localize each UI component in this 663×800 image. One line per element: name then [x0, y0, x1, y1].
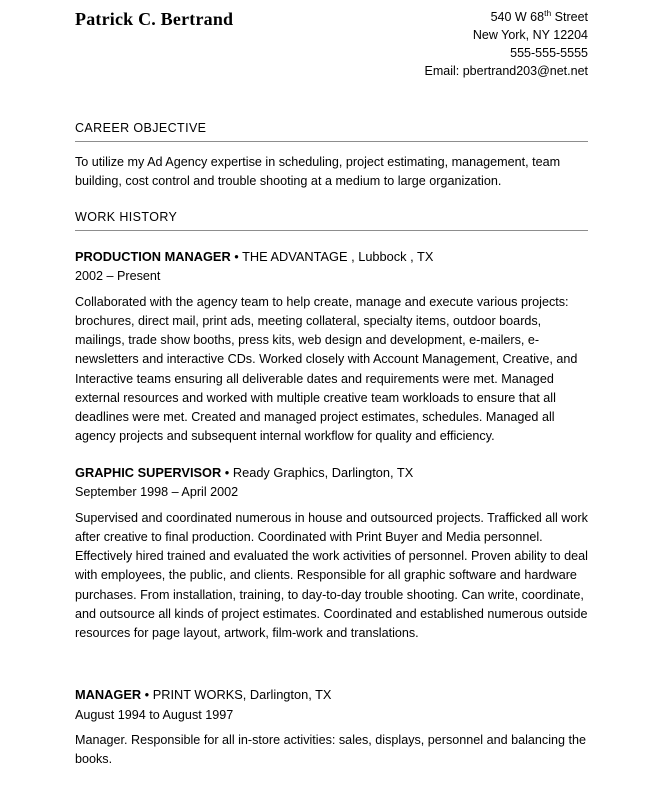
section-work-history: [75, 210, 588, 770]
job-title: [75, 686, 588, 705]
job-entry: [75, 248, 588, 447]
job-role: MANAGER: [75, 687, 142, 703]
objective-text: To utilize my Ad Agency expertise in scheduling, project estimating, management, team building, cost control and trouble shooting at a medium to large organization.: [75, 154, 561, 188]
street-address-ordinal: th: [544, 7, 552, 18]
job-description: Manager. Responsible for all in-store activities: sales, displays, personnel and balancing the books.: [75, 733, 587, 767]
job-role: GRAPHIC SUPERVISOR: [75, 464, 222, 480]
document-header: [0, 0, 663, 81]
divider: [75, 141, 588, 142]
contact-block: [425, 8, 588, 81]
job-description: Collaborated with the agency team to help create, manage and execute various projects: brochures, direct mail, print ads, meeting collateral, specialty items, outdoor boards, mailings, trade show booths, press kits, web design and development, e-mailers, e-newsletters and interactive CDs. Worked closely with Account Management, Creative, and Interactive teams ensuring all deliverable dates and requirements were met. Managed external resources and worked with multiple creative team workloads to ensure that all deadlines were met. Created and managed project estimates, schedules. Managed all agency projects and subsequent internal workflow for quality and efficiency.: [75, 294, 578, 444]
spacer: [75, 643, 588, 669]
job-title: [75, 464, 588, 483]
document-body: [0, 121, 663, 770]
job-company: • PRINT WORKS, Darlington, TX: [141, 687, 332, 703]
job-role: PRODUCTION MANAGER: [75, 248, 231, 264]
job-description: Supervised and coordinated numerous in house and outsourced projects. Trafficked all work after creative to final production. Coordinated with Print Buyer and Media personnel. Effectively hired trained and evaluated the work activities of personnel. Proven ability to deal with employees, the public, and clients. Responsible for all graphic software and hardware purchases. From installation, training, to day-to-day trouble shooting. Can write, coordinate, and outsource all kinds of project estimates. Coordinated and established numerous outside resources for page layout, artwork, film-work and translations.: [75, 510, 588, 641]
candidate-name: Patrick C. Bertrand: [75, 9, 234, 29]
phone-number: 555-555-5555: [510, 46, 588, 61]
city-state-zip: New York, NY 12204: [472, 28, 588, 43]
street-address-number: 540 W 68: [490, 10, 545, 24]
street-address: [425, 8, 588, 26]
job-dates: August 1994 to August 1997: [75, 707, 234, 722]
job-title: [75, 248, 588, 267]
job-dates: September 1998 – April 2002: [75, 485, 239, 500]
job-company: • Ready Graphics, Darlington, TX: [221, 464, 414, 480]
street-address-suffix: Street: [551, 10, 588, 24]
section-career-objective: [75, 121, 588, 191]
email-address: Email: pbertrand203@net.net: [424, 64, 588, 79]
section-title-work-history: WORK HISTORY: [75, 209, 178, 224]
section-title-objective: CAREER OBJECTIVE: [75, 120, 207, 135]
job-company: • THE ADVANTAGE , Lubbock , TX: [230, 248, 434, 264]
job-entry: [75, 464, 588, 644]
job-entry: [75, 686, 588, 769]
job-dates: 2002 – Present: [75, 269, 161, 284]
divider: [75, 230, 588, 231]
